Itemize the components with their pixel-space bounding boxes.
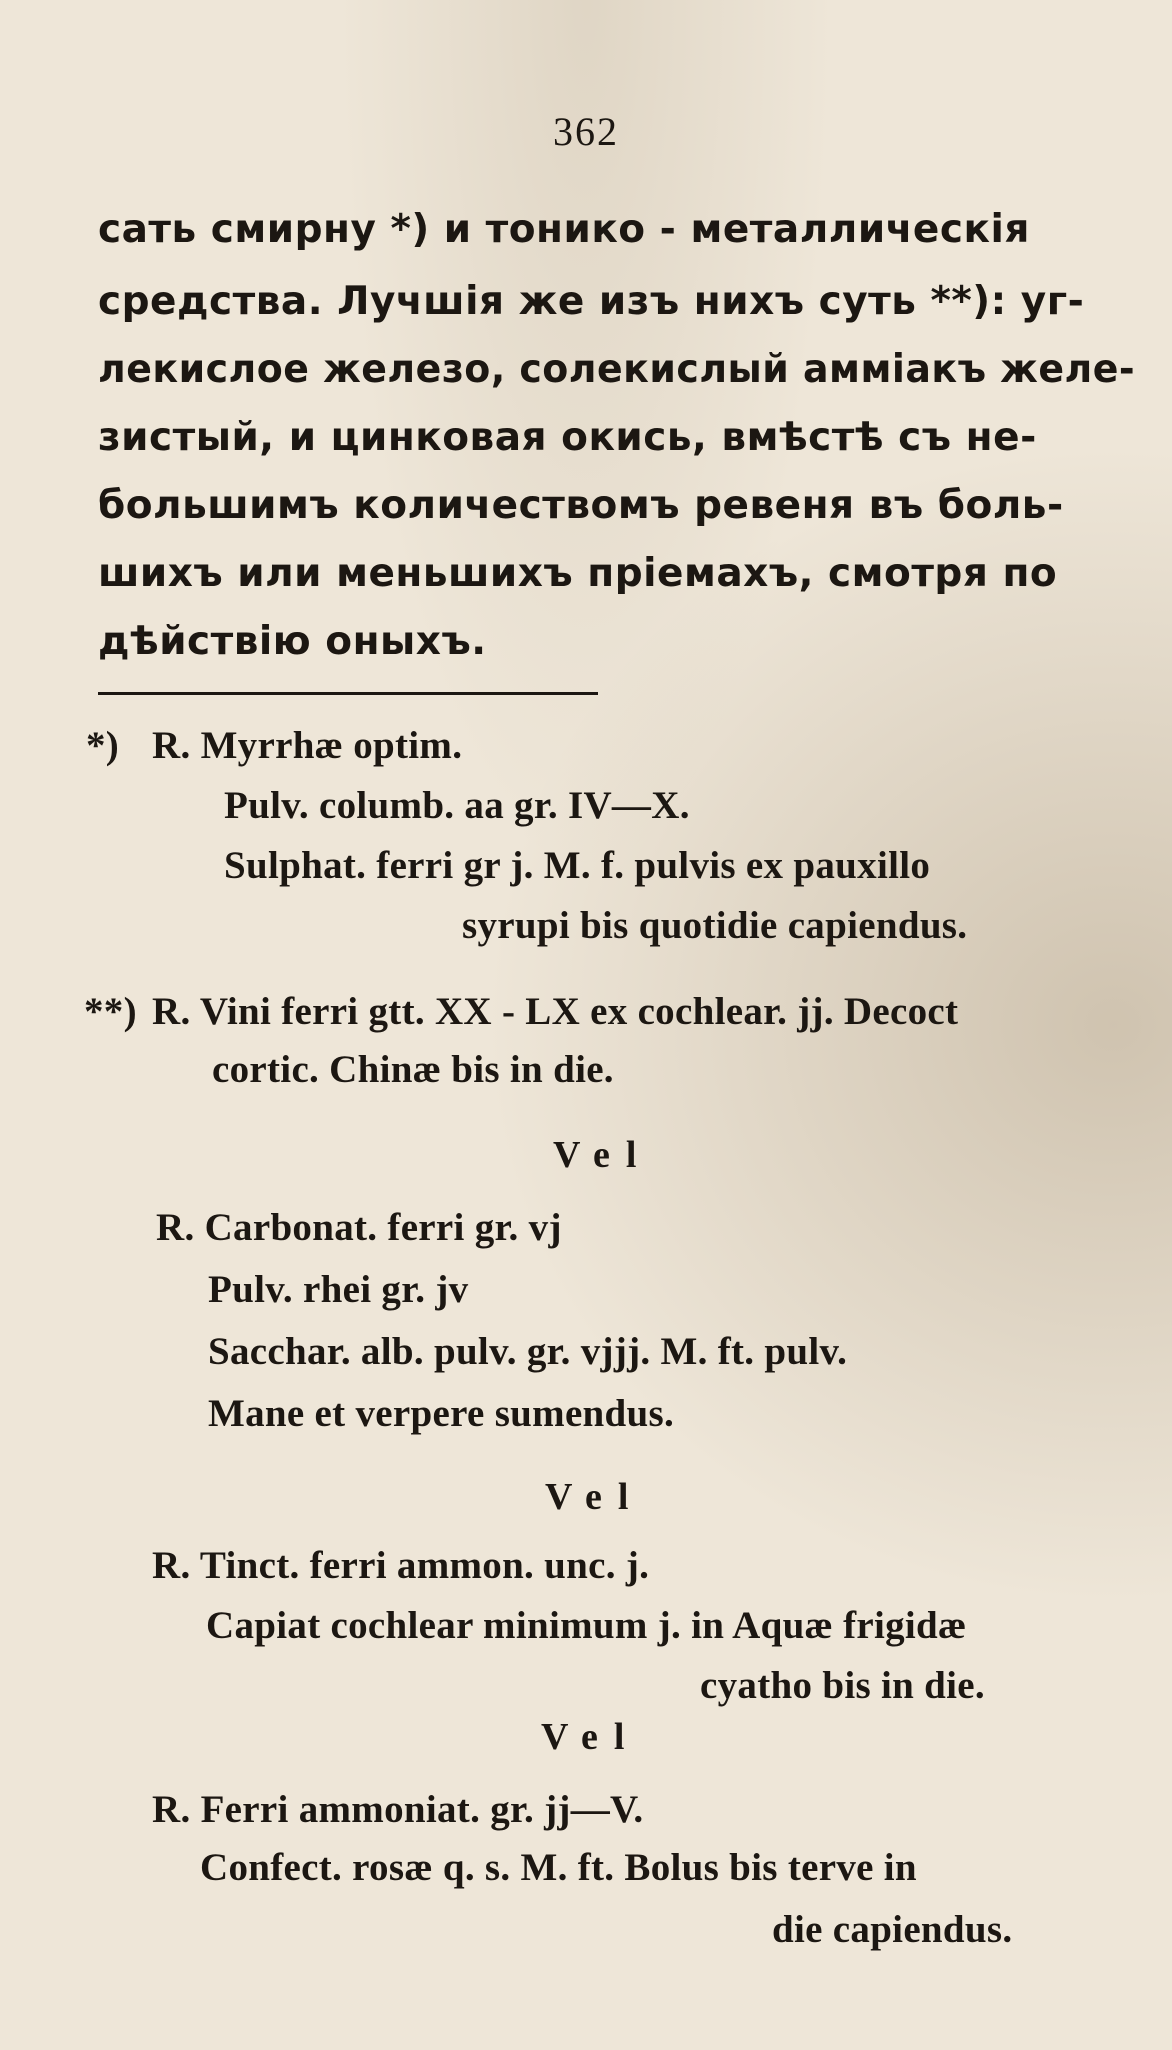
footnote-2-marker: **) (84, 990, 137, 1033)
recipe-2-line-2: Capiat cochlear minimum j. in Aquæ frigidæ (206, 1604, 967, 1647)
footnote-2-line-2: cortic. Chinæ bis in die. (212, 1048, 614, 1091)
recipe-3-line-3: die capiendus. (772, 1908, 1013, 1951)
footnote-1-line-1: R. Myrrhæ optim. (152, 724, 463, 767)
recipe-3-line-1: R. Ferri ammoniat. gr. jj—V. (152, 1788, 644, 1831)
vel-heading-1: Vel (553, 1134, 653, 1176)
main-line-3: лекислое железо, солекислый амміакъ желе- (98, 347, 1136, 392)
main-line-1 (98, 207, 1128, 252)
page-number: 362 (553, 109, 619, 154)
recipe-1-line-4: Mane et verpere sumendus. (208, 1392, 675, 1435)
recipe-3-line-2: Confect. rosæ q. s. M. ft. Bolus bis terve in (200, 1846, 917, 1889)
vel-heading-3: Vel (541, 1716, 641, 1758)
recipe-1-line-1: R. Carbonat. ferri gr. vj (156, 1206, 562, 1249)
footnote-separator (98, 692, 598, 695)
recipe-2-line-1: R. Tinct. ferri ammon. unc. j. (152, 1544, 650, 1587)
footnote-2-line-1: R. Vini ferri gtt. XX - LX ex cochlear. jj. Decoct (152, 990, 959, 1033)
footnote-1-marker: *) (86, 724, 120, 767)
main-line-7: дѣйствію оныхъ. (98, 619, 487, 664)
footnote-1-line-4: syrupi bis quotidie capiendus. (462, 904, 968, 947)
footnote-1-line-3: Sulphat. ferri gr j. M. f. pulvis ex pauxillo (224, 844, 931, 887)
main-line-1-text: сать смирну *) и тонико - металлическія (98, 207, 1030, 252)
recipe-1-line-3: Sacchar. alb. pulv. gr. vjjj. M. ft. pulv. (208, 1330, 848, 1373)
main-line-4: зистый, и цинковая окись, вмѣстѣ съ не- (98, 415, 1037, 460)
recipe-2-line-3: cyatho bis in die. (700, 1664, 985, 1707)
footnote-1-line-2: Pulv. columb. aa gr. IV—X. (224, 784, 690, 827)
main-line-2: средства. Лучшія же изъ нихъ суть **): уг- (98, 279, 1085, 324)
recipe-1-line-2: Pulv. rhei gr. jv (208, 1268, 469, 1311)
main-line-6: шихъ или меньшихъ пріемахъ, смотря по (98, 551, 1058, 596)
main-line-5: большимъ количествомъ ревеня въ боль- (98, 483, 1064, 528)
vel-heading-2: Vel (545, 1476, 645, 1518)
